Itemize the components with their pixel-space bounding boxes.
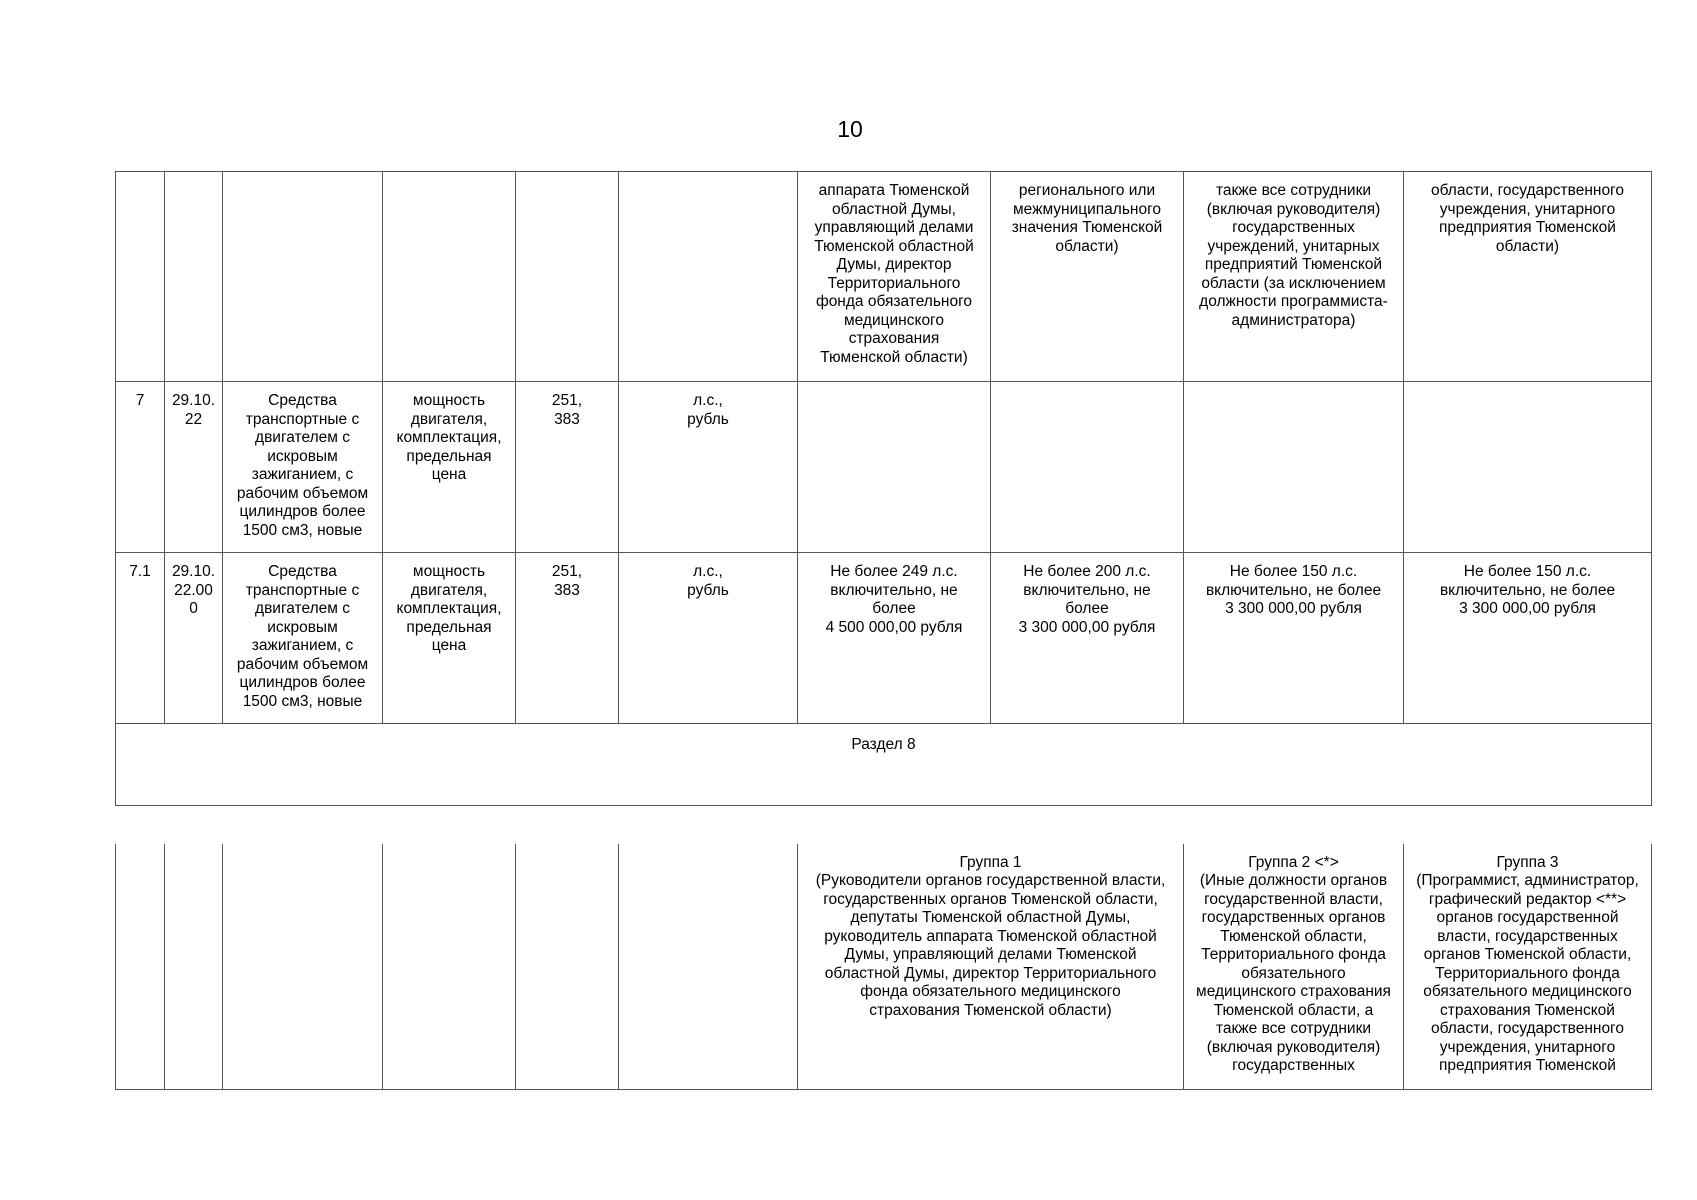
cell-group3: области, государственного учреждения, унитарного предприятия Тюменской области) (1404, 172, 1652, 382)
cell-group1a: аппарата Тюменской областной Думы, управляющий делами Тюменской областной Думы, директор Территориального фонда обязательного медицинского страхования Тюменской области) (798, 172, 991, 382)
row-code: 29.10. 22 (165, 382, 223, 553)
row-name: Средства транспортные с двигателем с искровым зажиганием, с рабочим объемом цилиндров более 1500 см3, новые (223, 382, 383, 553)
row-group3 (1404, 382, 1652, 553)
requirements-table (115, 171, 1652, 1090)
group-empty-cell (165, 844, 223, 1090)
table-row (116, 553, 1652, 724)
row-unit: л.с., рубль (619, 553, 798, 724)
group1-header: Группа 1 (Руководители органов государственной власти, государственных органов Тюменской области, депутаты Тюменской областной Думы, руководитель аппарата Тюменской областной Думы, управляющий делами Тюменской областной Думы, директор Территориального фонда обязательного медицинского страхования Тюменской области) (798, 844, 1184, 1090)
row-code: 29.10. 22.00 0 (165, 553, 223, 724)
cell-group2: также все сотрудники (включая руководителя) государственных учреждений, унитарных предприятий Тюменской области (за исключением должности программиста- администратора) (1184, 172, 1404, 382)
group2-header: Группа 2 <*> (Иные должности органов государственной власти, государственных органов Тюменской области, Территориального фонда обязательного медицинского страхования Тюменской области, а также все сотрудники (включая руководителя) государственных (1184, 844, 1404, 1090)
row-okei: 251, 383 (516, 382, 619, 553)
cell-group1b: регионального или межмуниципального значения Тюменской области) (991, 172, 1184, 382)
group-empty-cell (516, 844, 619, 1090)
cell-unit (619, 172, 798, 382)
row-okei: 251, 383 (516, 553, 619, 724)
group-empty-cell (116, 844, 165, 1090)
group3-header: Группа 3 (Программист, администратор, графический редактор <**> органов государственной власти, государственных органов Тюменской области, Территориального фонда обязательного медицинского страхования Тюменской области, государственного учреждения, унитарного предприятия Тюменской (1404, 844, 1652, 1090)
row-group1b: Не более 200 л.с. включительно, не более 3 300 000,00 рубля (991, 553, 1184, 724)
row-group3: Не более 150 л.с. включительно, не более 3 300 000,00 рубля (1404, 553, 1652, 724)
group-empty-cell (383, 844, 516, 1090)
group-empty-cell (619, 844, 798, 1090)
cell-characteristic (383, 172, 516, 382)
row-unit: л.с., рубль (619, 382, 798, 553)
gap-row (116, 806, 1652, 844)
row-num: 7 (116, 382, 165, 553)
group-header-row (116, 844, 1652, 1090)
row-group2: Не более 150 л.с. включительно, не более 3 300 000,00 рубля (1184, 553, 1404, 724)
row-group2 (1184, 382, 1404, 553)
row-group1a: Не более 249 л.с. включительно, не более 4 500 000,00 рубля (798, 553, 991, 724)
section-title: Раздел 8 (116, 724, 1652, 806)
row-name: Средства транспортные с двигателем с искровым зажиганием, с рабочим объемом цилиндров более 1500 см3, новые (223, 553, 383, 724)
group-empty-cell (223, 844, 383, 1090)
cell-code (165, 172, 223, 382)
row-group1a (798, 382, 991, 553)
row-group1b (991, 382, 1184, 553)
table-row (116, 382, 1652, 553)
cell-okei (516, 172, 619, 382)
gap-cell (116, 806, 1652, 844)
row-characteristic: мощность двигателя, комплектация, предельная цена (383, 382, 516, 553)
section-row (116, 724, 1652, 806)
cell-num (116, 172, 165, 382)
page-number: 10 (837, 116, 863, 142)
continuation-row (116, 172, 1652, 382)
cell-name (223, 172, 383, 382)
row-characteristic: мощность двигателя, комплектация, предельная цена (383, 553, 516, 724)
row-num: 7.1 (116, 553, 165, 724)
